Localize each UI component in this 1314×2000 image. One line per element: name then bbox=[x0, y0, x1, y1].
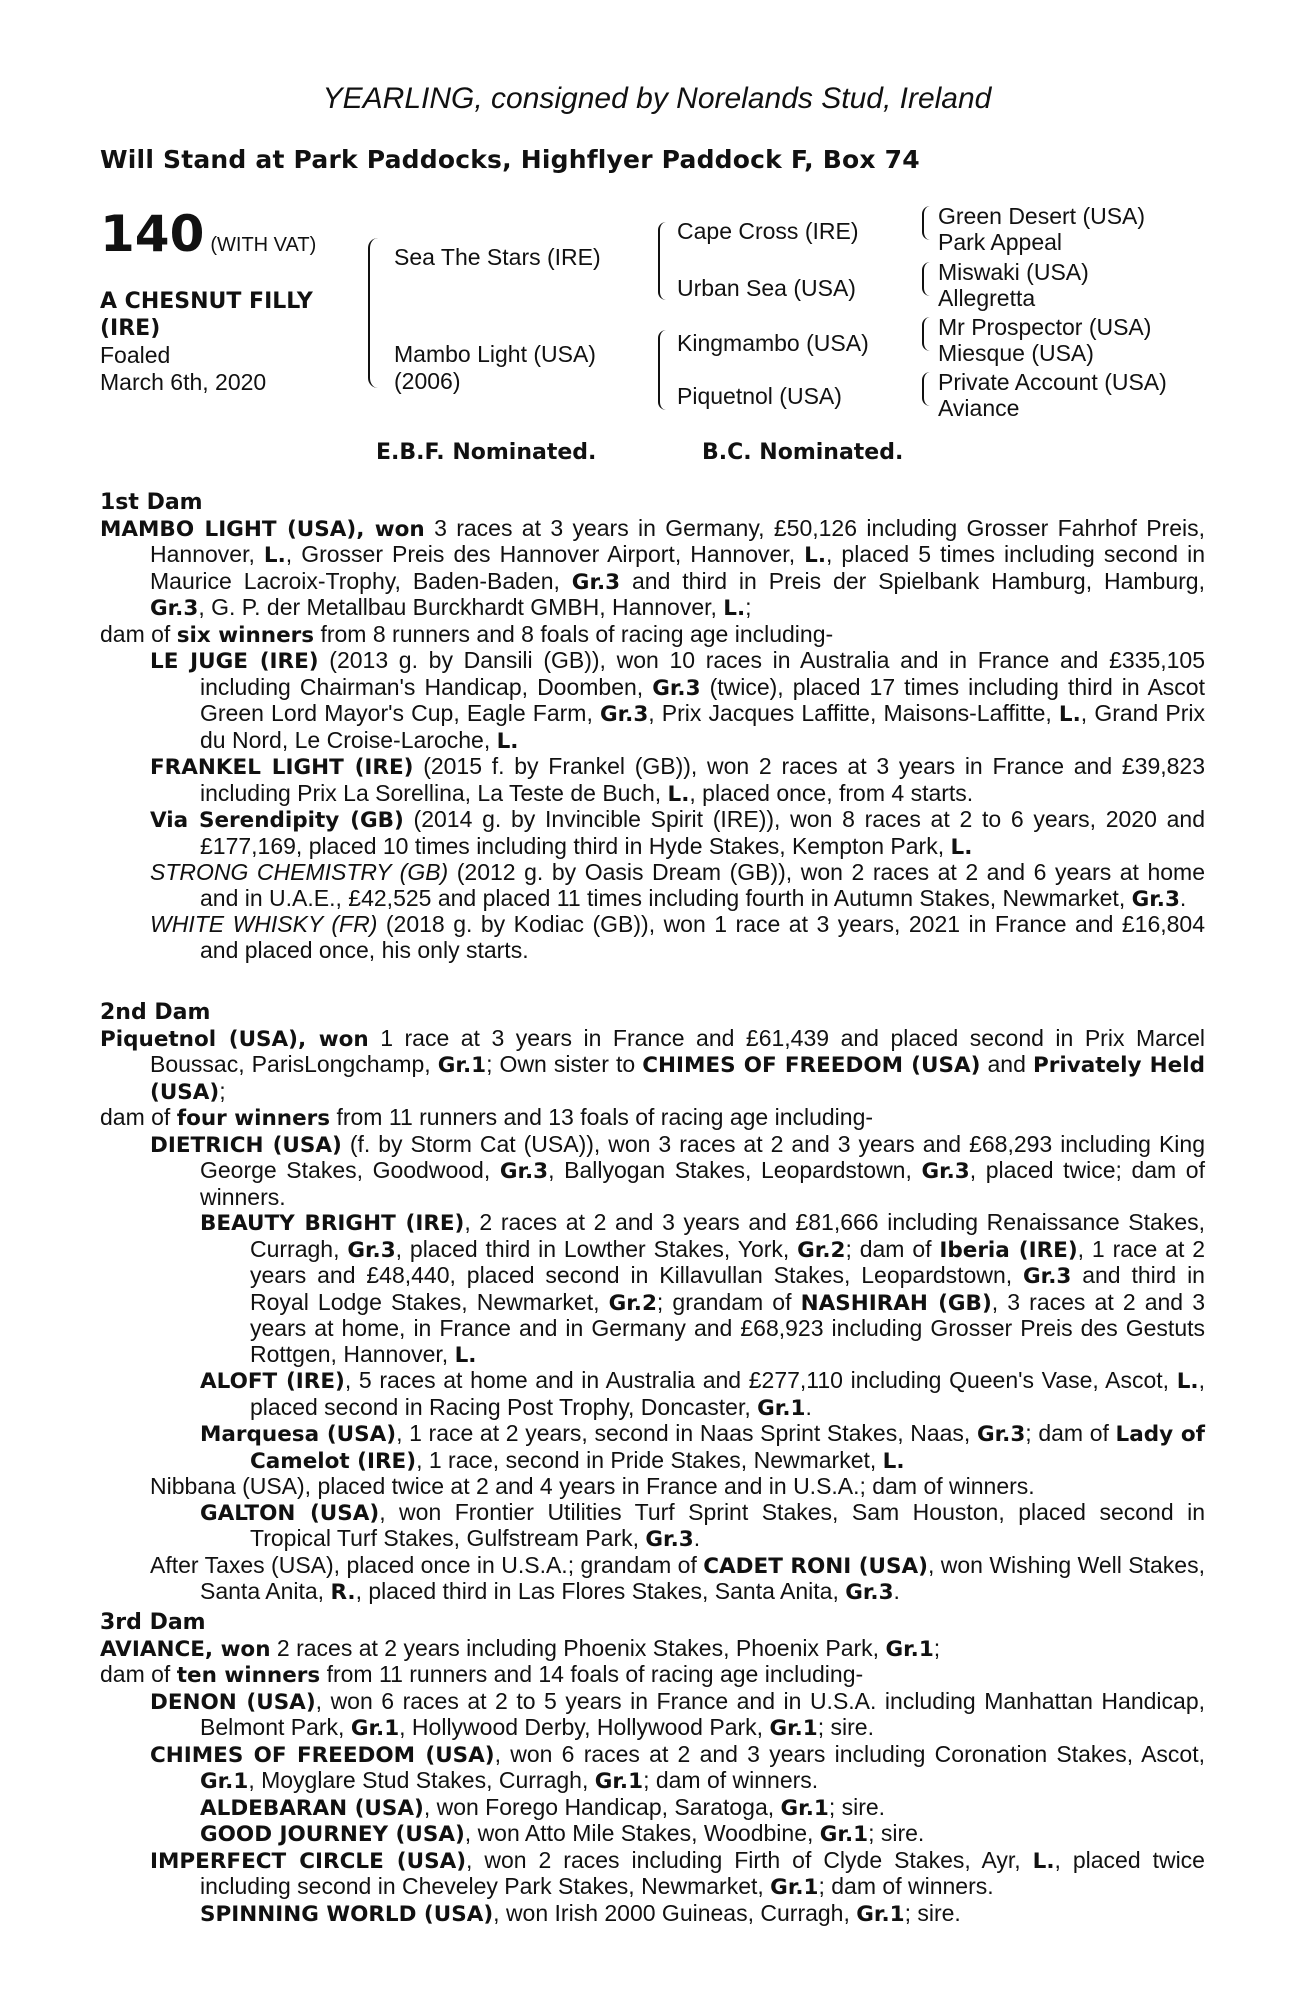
first-dam-heading: 1st Dam bbox=[100, 490, 203, 515]
text-segment: , won Forego Handicap, Saratoga, bbox=[423, 1793, 781, 1820]
text-segment: , won 6 races at 2 and 3 years including Coronation Stakes, Ascot, bbox=[494, 1740, 1205, 1767]
text-segment: , won Irish 2000 Guineas, Curragh, bbox=[493, 1899, 857, 1926]
pedigree-brace-dam bbox=[658, 330, 667, 410]
text-segment: ; Own sister to bbox=[486, 1051, 643, 1077]
grand-progeny-entry bbox=[100, 1901, 1205, 1928]
text-segment: ; bbox=[219, 1077, 226, 1104]
pedigree-dam-sire: Kingmambo (USA) bbox=[677, 330, 869, 356]
bold-text: ALDEBARAN (USA) bbox=[200, 1795, 424, 1821]
text-segment: and third in Preis der Spielbank Hamburg, Hamburg, bbox=[620, 567, 1205, 594]
third-dam-section bbox=[100, 1610, 1205, 1927]
grand-progeny-entry bbox=[100, 1421, 1205, 1474]
grand-progeny-entry bbox=[100, 1210, 1205, 1368]
ebf-nominated: E.B.F. Nominated. bbox=[376, 440, 597, 465]
text-segment: , Moyglare Stud Stakes, Curragh, bbox=[248, 1767, 595, 1793]
bold-text: L. bbox=[723, 596, 746, 621]
pedigree-dam: Mambo Light (USA) bbox=[394, 341, 596, 367]
bold-text: DENON (USA) bbox=[150, 1689, 316, 1715]
third-dam-heading: 3rd Dam bbox=[100, 1610, 206, 1635]
pedigree-ggp-4: Allegretta bbox=[938, 285, 1036, 311]
grand-progeny-entry bbox=[100, 1821, 1205, 1848]
text-segment: (2013 g. by Dansili (GB)), won 10 races in Australia and in France and £335,105 including Chairman's Handicap, Doomben, bbox=[200, 647, 1205, 700]
pedigree-ggp-6: Miesque (USA) bbox=[938, 340, 1094, 366]
bold-text: L. bbox=[1032, 1848, 1055, 1874]
text-segment: from 8 runners and 8 foals of racing age including- bbox=[314, 620, 834, 647]
bold-text: Via Serendipity (GB) bbox=[150, 808, 404, 833]
second-dam-main bbox=[100, 1026, 1205, 1106]
text-segment: , Grand Prix du Nord, Le Croise-Laroche, bbox=[200, 700, 1205, 753]
pedigree-brace-gg3 bbox=[922, 317, 931, 351]
text-segment: ; grandam of bbox=[656, 1288, 801, 1315]
bold-text: Gr.3 bbox=[571, 569, 621, 595]
text-segment: . bbox=[893, 1578, 900, 1604]
pedigree-ggp-7: Private Account (USA) bbox=[938, 369, 1167, 395]
bold-text: four winners bbox=[176, 1106, 331, 1131]
text-segment: , Ballyogan Stakes, Leopardstown, bbox=[548, 1157, 922, 1183]
bold-text: MAMBO LIGHT (USA), won bbox=[100, 516, 425, 542]
text-segment: , placed once, from 4 starts. bbox=[689, 779, 974, 806]
bold-text: Marquesa (USA) bbox=[200, 1422, 397, 1447]
pedigree-brace-gg4 bbox=[922, 372, 931, 406]
bold-text: CADET RONI (USA) bbox=[703, 1553, 928, 1579]
bold-text: Gr.1 bbox=[769, 1716, 818, 1741]
text-segment: (f. by Storm Cat (USA)), won 3 races at 2 and 3 years and £68,293 including King George Stakes, Goodwood, bbox=[200, 1130, 1205, 1183]
italic-text: WHITE WHISKY (FR) bbox=[150, 911, 378, 937]
progeny-entry bbox=[100, 807, 1205, 860]
text-segment: , won Wishing Well Stakes, Santa Anita, bbox=[200, 1551, 1205, 1604]
text-segment: Nibbana (USA), placed twice at 2 and 4 years in France and in U.S.A.; dam of winners. bbox=[150, 1473, 1035, 1499]
progeny-entry bbox=[100, 912, 1205, 963]
bold-text: L. bbox=[950, 834, 973, 860]
progeny-entry bbox=[100, 1689, 1205, 1742]
lot-number: 140 bbox=[100, 205, 205, 263]
pedigree-brace-gg2 bbox=[922, 262, 931, 296]
foaled-label: Foaled bbox=[100, 342, 171, 368]
vat-label: (WITH VAT) bbox=[210, 234, 317, 256]
bold-text: Gr.1 bbox=[437, 1053, 487, 1078]
pedigree-brace-sire bbox=[658, 222, 667, 300]
bold-text: Gr.1 bbox=[200, 1769, 249, 1794]
text-segment: , G. P. der Metallbau Burckhardt GMBH, Hannover, bbox=[198, 594, 724, 620]
bold-text: DIETRICH (USA) bbox=[150, 1132, 342, 1158]
text-segment: and third in Royal Lodge Stakes, Newmarket, bbox=[250, 1262, 1205, 1315]
text-segment: ; dam of bbox=[1025, 1420, 1116, 1446]
second-dam-section bbox=[100, 1000, 1205, 1606]
bold-text: NASHIRAH (GB) bbox=[800, 1290, 992, 1316]
italic-text: STRONG CHEMISTRY (GB) bbox=[150, 859, 449, 885]
text-segment: ; bbox=[745, 594, 752, 620]
text-segment: , Hollywood Derby, Hollywood Park, bbox=[399, 1714, 770, 1740]
text-segment: , won Atto Mile Stakes, Woodbine, bbox=[464, 1820, 820, 1846]
grand-progeny-entry bbox=[100, 1500, 1205, 1553]
pedigree-sire: Sea The Stars (IRE) bbox=[394, 244, 601, 270]
bold-text: ALOFT (IRE) bbox=[200, 1369, 345, 1394]
second-dam-produce bbox=[100, 1105, 1205, 1132]
progeny-entry bbox=[100, 1132, 1205, 1211]
pedigree-ggp-3: Miswaki (USA) bbox=[938, 259, 1089, 285]
text-segment: ; sire. bbox=[828, 1793, 886, 1820]
bold-text: Gr.3 bbox=[845, 1580, 894, 1605]
text-segment: dam of bbox=[100, 620, 177, 647]
bold-text: Gr.3 bbox=[976, 1422, 1026, 1447]
bold-text: BEAUTY BRIGHT (IRE) bbox=[200, 1211, 465, 1236]
bold-text: SPINNING WORLD (USA) bbox=[200, 1901, 494, 1927]
bc-nominated: B.C. Nominated. bbox=[702, 440, 904, 465]
horse-sex-line2: (IRE) bbox=[100, 316, 161, 341]
text-segment: ; dam of winners. bbox=[643, 1767, 819, 1793]
first-dam-section bbox=[100, 490, 1205, 963]
page-title: YEARLING, consigned by Norelands Stud, Ireland bbox=[322, 82, 992, 115]
progeny-entry bbox=[100, 648, 1205, 754]
bold-text: Iberia (IRE) bbox=[939, 1237, 1078, 1263]
text-segment: ; sire. bbox=[868, 1820, 925, 1846]
bold-text: AVIANCE, won bbox=[100, 1636, 271, 1662]
text-segment: dam of bbox=[100, 1104, 177, 1130]
bold-text: L. bbox=[454, 1342, 477, 1368]
text-segment: 2 races at 2 years including Phoenix Stakes, Phoenix Park, bbox=[270, 1634, 886, 1661]
text-segment: dam of bbox=[100, 1661, 177, 1687]
text-segment: . bbox=[805, 1393, 812, 1420]
bold-text: IMPERFECT CIRCLE (USA) bbox=[150, 1848, 467, 1874]
bold-text: Piquetnol (USA), won bbox=[100, 1026, 369, 1052]
text-segment: , won Frontier Utilities Turf Sprint Stakes, Sam Houston, placed second in Tropical Turf Stakes, Gulfstream Park, bbox=[250, 1498, 1205, 1551]
bold-text: Gr.3 bbox=[1131, 886, 1180, 912]
text-segment: , placed second in Racing Post Trophy, Doncaster, bbox=[250, 1367, 1205, 1420]
text-segment: ; sire. bbox=[904, 1899, 961, 1926]
pedigree-ggp-5: Mr Prospector (USA) bbox=[938, 314, 1152, 340]
bold-text: Gr.1 bbox=[885, 1636, 934, 1662]
text-segment: , placed third in Las Flores Stakes, Santa Anita, bbox=[355, 1578, 846, 1604]
bold-text: Gr.1 bbox=[819, 1822, 869, 1847]
pedigree-ggp-8: Aviance bbox=[938, 395, 1020, 421]
bold-text: FRANKEL LIGHT (IRE) bbox=[150, 755, 414, 780]
horse-description bbox=[100, 288, 313, 396]
text-segment: (twice), placed 17 times including third in Ascot Green Lord Mayor's Cup, Eagle Farm, bbox=[200, 673, 1205, 726]
text-segment: ; bbox=[933, 1634, 941, 1661]
bold-text: Gr.1 bbox=[770, 1875, 819, 1900]
third-dam-entries bbox=[100, 1689, 1205, 1928]
foaled-date: March 6th, 2020 bbox=[100, 369, 267, 395]
bold-text: Lady of Camelot (IRE) bbox=[250, 1422, 1206, 1474]
text-segment: . bbox=[1179, 884, 1187, 911]
text-segment: , placed twice; dam of winners. bbox=[200, 1157, 1205, 1210]
pedigree-brace-main bbox=[368, 238, 378, 388]
text-segment: , 5 races at home and in Australia and £277,110 including Queen's Vase, Ascot, bbox=[344, 1367, 1177, 1393]
bold-text: Gr.1 bbox=[594, 1769, 644, 1794]
bold-text: Gr.3 bbox=[499, 1159, 549, 1184]
third-dam-produce bbox=[100, 1662, 1205, 1689]
text-segment: , won 2 races including Firth of Clyde Stakes, Ayr, bbox=[466, 1846, 1033, 1873]
text-segment: (2015 f. by Frankel (GB)), won 2 races at 3 years in France and £39,823 including Prix La Sorellina, La Teste de Buch, bbox=[200, 753, 1205, 806]
text-segment: ; dam of bbox=[845, 1235, 940, 1262]
bold-text: Gr.2 bbox=[608, 1290, 657, 1316]
text-segment: 1 race at 3 years in France and £61,439 and placed second in Prix Marcel Boussac, ParisLongchamp, bbox=[150, 1024, 1205, 1077]
bold-text: GALTON (USA) bbox=[200, 1500, 380, 1526]
bold-text: LE JUGE (IRE) bbox=[150, 649, 319, 674]
text-segment: , Prix Jacques Laffitte, Maisons-Laffitte, bbox=[648, 700, 1059, 726]
bold-text: L. bbox=[667, 781, 690, 807]
text-segment: , 1 race at 2 years and £48,440, placed second in Killavullan Stakes, Leopardstown, bbox=[250, 1235, 1205, 1288]
bold-text: L. bbox=[1058, 702, 1081, 727]
grand-progeny-entry bbox=[100, 1795, 1205, 1822]
bold-text: L. bbox=[882, 1448, 905, 1474]
bold-text: Gr.1 bbox=[757, 1395, 806, 1421]
text-segment: ; sire. bbox=[817, 1714, 874, 1740]
text-segment: , won 6 races at 2 to 5 years in France and in U.S.A. including Manhattan Handicap, Belmont Park, bbox=[200, 1687, 1205, 1740]
text-segment: , Grosser Preis des Hannover Airport, Hannover, bbox=[285, 541, 805, 567]
bold-text: Privately Held (USA) bbox=[150, 1053, 1205, 1105]
progeny-entry bbox=[100, 754, 1205, 807]
progeny-entry bbox=[100, 1553, 1205, 1606]
bold-text: Gr.3 bbox=[347, 1237, 396, 1263]
bold-text: Gr.3 bbox=[1023, 1264, 1072, 1289]
pedigree-sire-dam: Urban Sea (USA) bbox=[677, 275, 856, 301]
text-segment: (2012 g. by Oasis Dream (GB)), won 2 races at 2 and 6 years at home and in U.A.E., £42,525 and placed 11 times including fourth in Autumn Stakes, Newmarket, bbox=[200, 859, 1205, 911]
second-dam-entries bbox=[100, 1132, 1205, 1606]
third-dam-main bbox=[100, 1636, 1205, 1663]
text-segment: , placed third in Lowther Stakes, York, bbox=[395, 1235, 798, 1262]
bold-text: L. bbox=[804, 543, 826, 568]
text-segment: , 2 races at 2 and 3 years and £81,666 including Renaissance Stakes, Curragh, bbox=[250, 1209, 1205, 1262]
horse-sex-line1: A CHESNUT FILLY bbox=[100, 289, 313, 314]
bold-text: Gr.3 bbox=[921, 1159, 970, 1184]
text-segment: . bbox=[693, 1525, 701, 1551]
pedigree-ggp-1: Green Desert (USA) bbox=[938, 203, 1146, 229]
bold-text: L. bbox=[1176, 1369, 1199, 1394]
bold-text: R. bbox=[330, 1580, 356, 1605]
first-dam-main bbox=[100, 516, 1205, 622]
text-segment: ; dam of winners. bbox=[818, 1873, 994, 1899]
first-dam-produce bbox=[100, 622, 1205, 649]
bold-text: GOOD JOURNEY (USA) bbox=[200, 1822, 465, 1847]
second-dam-heading: 2nd Dam bbox=[100, 1000, 211, 1025]
text-segment: 3 races at 3 years in Germany, £50,126 including Grosser Fahrhof Preis, Hannover, bbox=[150, 514, 1205, 567]
bold-text: L. bbox=[496, 728, 519, 754]
text-segment: and bbox=[980, 1051, 1033, 1077]
bold-text: Gr.3 bbox=[150, 596, 199, 621]
progeny-entry bbox=[100, 860, 1205, 912]
pedigree-ggp-2: Park Appeal bbox=[938, 229, 1063, 255]
bold-text: CHIMES OF FREEDOM (USA) bbox=[642, 1053, 981, 1078]
pedigree-sire-sire: Cape Cross (IRE) bbox=[677, 218, 859, 244]
bold-text: Gr.1 bbox=[350, 1716, 400, 1741]
text-segment: After Taxes (USA), placed once in U.S.A.; grandam of bbox=[150, 1551, 704, 1578]
bold-text: Gr.3 bbox=[652, 675, 701, 701]
pedigree-dam-dam: Piquetnol (USA) bbox=[677, 383, 842, 409]
bold-text: CHIMES OF FREEDOM (USA) bbox=[150, 1742, 495, 1768]
text-segment: (2018 g. by Kodiac (GB)), won 1 race at 3 years, 2021 in France and £16,804 and placed once, his only starts. bbox=[200, 911, 1206, 963]
bold-text: ten winners bbox=[176, 1663, 321, 1688]
progeny-entry bbox=[100, 1742, 1205, 1795]
bold-text: Gr.1 bbox=[780, 1795, 829, 1821]
bold-text: L. bbox=[263, 543, 286, 568]
bold-text: Gr.3 bbox=[599, 702, 649, 727]
lot-header bbox=[100, 205, 316, 263]
bold-text: six winners bbox=[176, 622, 315, 648]
pedigree-dam-year: (2006) bbox=[394, 368, 461, 394]
pedigree-brace-gg1 bbox=[922, 206, 931, 240]
progeny-entry bbox=[100, 1474, 1205, 1500]
bold-text: Gr.1 bbox=[856, 1901, 905, 1927]
text-segment: , placed twice including second in Cheveley Park Stakes, Newmarket, bbox=[200, 1846, 1205, 1899]
stand-location: Will Stand at Park Paddocks, Highflyer Paddock F, Box 74 bbox=[100, 145, 920, 174]
text-segment: , 1 race, second in Pride Stakes, Newmarket, bbox=[416, 1446, 883, 1473]
text-segment: from 11 runners and 14 foals of racing age including- bbox=[320, 1661, 864, 1687]
grand-progeny-entry bbox=[100, 1368, 1205, 1421]
bold-text: Gr.2 bbox=[797, 1237, 846, 1263]
text-segment: from 11 runners and 13 foals of racing age including- bbox=[330, 1104, 874, 1130]
text-segment: , placed 5 times including second in Maurice Lacroix-Trophy, Baden-Baden, bbox=[150, 541, 1205, 594]
text-segment: , 1 race at 2 years, second in Naas Sprint Stakes, Naas, bbox=[396, 1420, 977, 1446]
text-segment: , 3 races at 2 and 3 years at home, in France and in Germany and £68,923 including Grosser Preis des Gestuts Rottgen, Hannover, bbox=[250, 1288, 1205, 1367]
bold-text: Gr.3 bbox=[645, 1527, 694, 1552]
text-segment: (2014 g. by Invincible Spirit (IRE)), won 8 races at 2 to 6 years, 2020 and £177,169, placed 10 times including third in Hyde Stakes, Kempton Park, bbox=[200, 806, 1205, 859]
progeny-entry bbox=[100, 1848, 1205, 1901]
